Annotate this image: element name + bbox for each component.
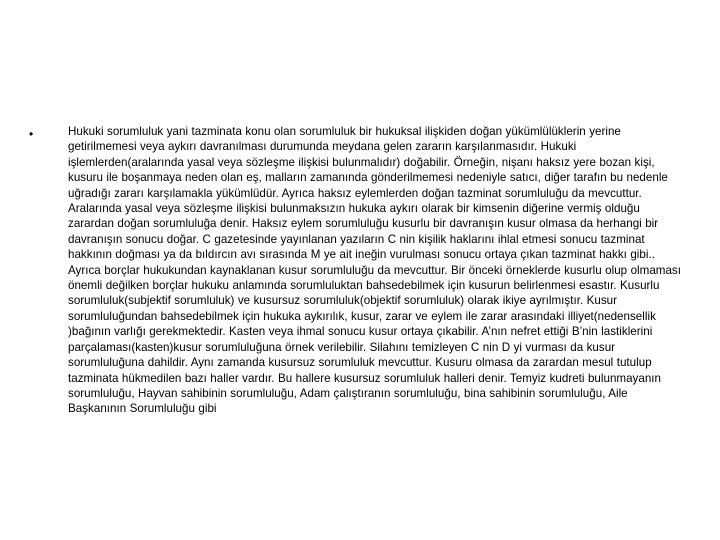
bullet-item	[29, 124, 689, 417]
bullet-paragraph: Hukuki sorumluluk yani tazminata konu olan sorumluluk bir hukuksal ilişkiden doğan yükümlülüklerin yerine getirilmemesi veya aykırı davranılması durumunda meydana gelen zararın karşılanmasıdır. Hukuki işlemlerden(aralarında yasal veya sözleşme ilişkisi bulunmalıdır) doğabilir. Örneğin, nişanı haksız yere bozan kişi, kusuru ile boşanmaya neden olan eş, malların zamanında gönderilmemesi nedeniyle satıcı, diğer tarafın bu nedenle uğradığı zararı karşılamakla yükümlüdür. Ayrıca haksız eylemlerden doğan tazminat sorumluluğu da mevcuttur. Aralarında yasal veya sözleşme ilişkisi bulunmaksızın hukuka aykırı olarak bir kimsenin diğerine vermiş olduğu zarardan doğan sorumluluğa denir. Haksız eylem sorumluluğu kusurlu bir davranışın kusur olmasa da herhangi bir davranışın sonucu doğar. C gazetesinde yayınlanan yazıların C nin kişilik haklarını ihlal etmesi sonucu tazminat hakkının doğması ya da bıldırcın avı sırasında M ye ait ineğin vurulması sonucu ortaya çıkan tazminat hakkı gibi.. Ayrıca borçlar hukukundan kaynaklanan kusur sorumluluğu da mevcuttur. Bir önceki örneklerde kusurlu olup olmaması önemli değilken borçlar hukuku anlamında sorumluluktan bahsedebilmek için kusurun belirlenmesi esastır. Kusurlu sorumluluk(subjektif sorumluluk) ve kusursuz sorumluluk(objektif sorumluluk) olarak ikiye ayrılmıştır. Kusur sorumluluğundan bahsedebilmek için hukuka aykırılık, kusur, zarar ve eylem ile zarar arasındaki illiyet(nedensellik )bağının varlığı gerekmektedir. Kasten veya ihmal sonucu kusur ortaya çıkabilir. A’nın nefret ettiği B’nin lastiklerini parçalaması(kasten)kusur sorumluluğuna örnek verilebilir. Silahını temizleyen C nin D yi vurması da kusur sorumluluğuna dahildir. Aynı zamanda kusursuz sorumluluk mevcuttur. Kusuru olmasa da zarardan mesul tutulup tazminata hükmedilen bazı haller vardır. Bu hallere kusursuz sorumluluk halleri denir. Temyiz kudreti bulunmayanın sorumluluğu, Hayvan sahibinin sorumluluğu, Adam çalıştıranın sorumluluğu, bina sahibinin sorumluluğu, Aile Başkanının Sorumluluğu gibi	[68, 125, 681, 416]
bullet-icon: •	[29, 127, 34, 141]
